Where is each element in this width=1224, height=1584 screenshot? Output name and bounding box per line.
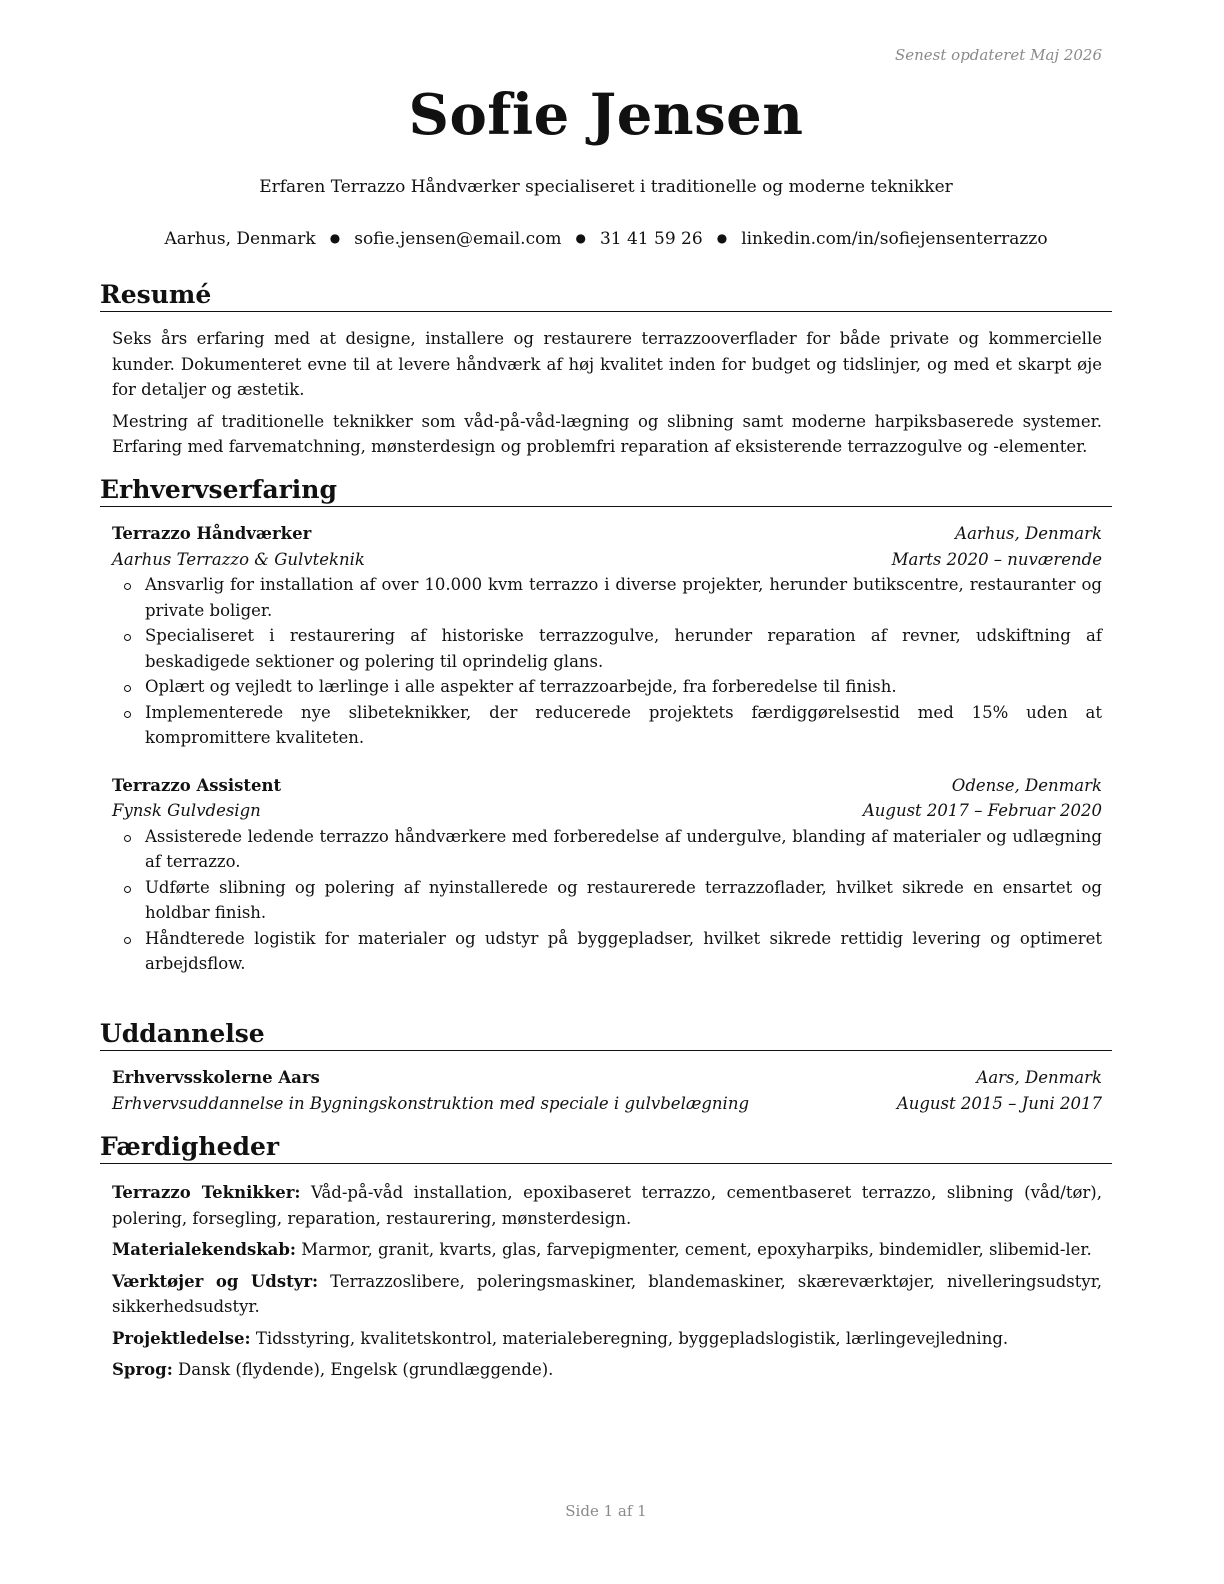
summary-section <box>100 280 1112 460</box>
bullet-separator: ● <box>575 231 586 245</box>
degree: Erhvervsuddannelse in Bygningskonstruktion med speciale i gulvbelægning <box>112 1093 750 1113</box>
list-item: Oplært og vejledt to lærlinge i alle aspekter af terrazzoarbejde, fra forberedelse til finish. <box>145 674 1102 700</box>
skill-text: Marmor, granit, kvarts, glas, farvepigmenter, cement, epoxyharpiks, bindemidler, slibemid-ler. <box>296 1240 1092 1259</box>
contact-phone[interactable]: 31 41 59 26 <box>599 229 703 249</box>
resume-page <box>100 0 1112 1584</box>
education-dates: August 2015 – Juni 2017 <box>896 1093 1102 1113</box>
job-entry <box>112 521 1102 751</box>
list-item: Udførte slibning og polering af nyinstallerede og restaurerede terrazzoflader, hvilket sikrede en ensartet og holdbar finish. <box>145 875 1102 926</box>
job-role: Terrazzo Assistent <box>112 775 282 795</box>
contact-line <box>100 229 1112 249</box>
school-location: Aars, Denmark <box>976 1068 1102 1087</box>
skill-label: Terrazzo Teknikker: <box>112 1183 301 1202</box>
skill-label: Sprog: <box>112 1360 173 1379</box>
school-name: Erhvervsskolerne Aars <box>112 1068 320 1087</box>
skill-text: Dansk (flydende), Engelsk (grundlæggende). <box>172 1360 554 1379</box>
skill-label: Materialekendskab: <box>112 1240 296 1259</box>
bullet-separator: ● <box>716 231 728 245</box>
last-updated: Senest opdateret Maj 2026 <box>894 46 1102 64</box>
section-title: Erhvervserfaring <box>100 475 1112 507</box>
job-dates: Marts 2020 – nuværende <box>891 549 1102 569</box>
section-title: Færdigheder <box>100 1132 1112 1164</box>
skill-row <box>112 1269 1102 1320</box>
section-title: Resumé <box>100 280 1112 312</box>
education-section <box>100 1019 1112 1116</box>
list-item: Assisterede ledende terrazzo håndværkere med forberedelse af undergulve, blanding af materialer og udlægning af terrazzo. <box>145 824 1102 875</box>
list-item: Implementerede nye slibeteknikker, der reducerede projektets færdiggørelsestid med 15% uden at kompromittere kvaliteten. <box>145 700 1102 751</box>
skill-row <box>112 1326 1102 1352</box>
skill-label: Værktøjer og Udstyr: <box>112 1271 319 1291</box>
job-company: Aarhus Terrazzo & Gulvteknik <box>112 549 365 569</box>
job-bullets <box>112 572 1102 751</box>
skill-text: Terrazzoslibere, poleringsmaskiner, blandemaskiner, skæreværktøjer, nivelleringsudstyr, sikkerhedsudstyr. <box>112 1271 1103 1316</box>
job-entry <box>112 773 1102 977</box>
contact-location: Aarhus, Denmark <box>164 229 316 249</box>
page-number: Side 1 af 1 <box>565 1502 647 1520</box>
contact-linkedin[interactable]: linkedin.com/in/sofiejensenterrazzo <box>741 229 1048 249</box>
job-location: Aarhus, Denmark <box>955 524 1102 543</box>
candidate-name: Sofie Jensen <box>408 82 804 148</box>
list-item: Håndterede logistik for materialer og udstyr på byggepladser, hvilket sikrede rettidig levering og optimeret arbejdsflow. <box>145 926 1102 977</box>
skill-row <box>112 1357 1102 1383</box>
skill-row <box>112 1237 1102 1263</box>
skills-section <box>100 1132 1112 1383</box>
job-bullets <box>112 824 1102 977</box>
summary-paragraph: Seks års erfaring med at designe, installere og restaurere terrazzooverflader for både private og kommercielle kunder. Dokumenteret evne til at levere håndværk af høj kvalitet inden for budget og tidslinjer, og med et skarpt øje for detaljer og æstetik. <box>112 329 1102 399</box>
section-title: Uddannelse <box>100 1019 1112 1051</box>
list-item: Ansvarlig for installation af over 10.000 kvm terrazzo i diverse projekter, herunder butikscentre, restauranter og private boliger. <box>145 572 1102 623</box>
bullet-separator: ● <box>329 231 341 245</box>
skill-text: Våd-på-våd installation, epoxibaseret terrazzo, cementbaseret terrazzo, slibning (våd/tør), polering, forsegling, reparation, restaurering, mønsterdesign. <box>112 1183 1102 1228</box>
skill-row <box>112 1180 1102 1231</box>
tagline: Erfaren Terrazzo Håndværker specialiseret i traditionelle og moderne teknikker <box>259 177 953 197</box>
job-company: Fynsk Gulvdesign <box>112 801 261 820</box>
contact-email[interactable]: sofie.jensen@email.com <box>354 229 562 249</box>
skill-label: Projektledelse: <box>112 1328 251 1348</box>
summary-paragraph: Mestring af traditionelle teknikker som våd-på-våd-lægning og slibning samt moderne harpiksbaserede systemer. Erfaring med farvematchning, mønsterdesign og problemfri reparation af eksisterende terrazzogulve og -elementer. <box>112 411 1102 456</box>
job-role: Terrazzo Håndværker <box>112 524 312 543</box>
job-location: Odense, Denmark <box>951 775 1102 795</box>
job-dates: August 2017 – Februar 2020 <box>862 801 1102 820</box>
list-item: Specialiseret i restaurering af historiske terrazzogulve, herunder reparation af revner, udskiftning af beskadigede sektioner og polering til oprindelig glans. <box>145 623 1102 674</box>
skill-text: Tidsstyring, kvalitetskontrol, materialeberegning, byggepladslogistik, lærlingevejledning. <box>250 1328 1009 1348</box>
experience-section <box>100 475 1112 977</box>
